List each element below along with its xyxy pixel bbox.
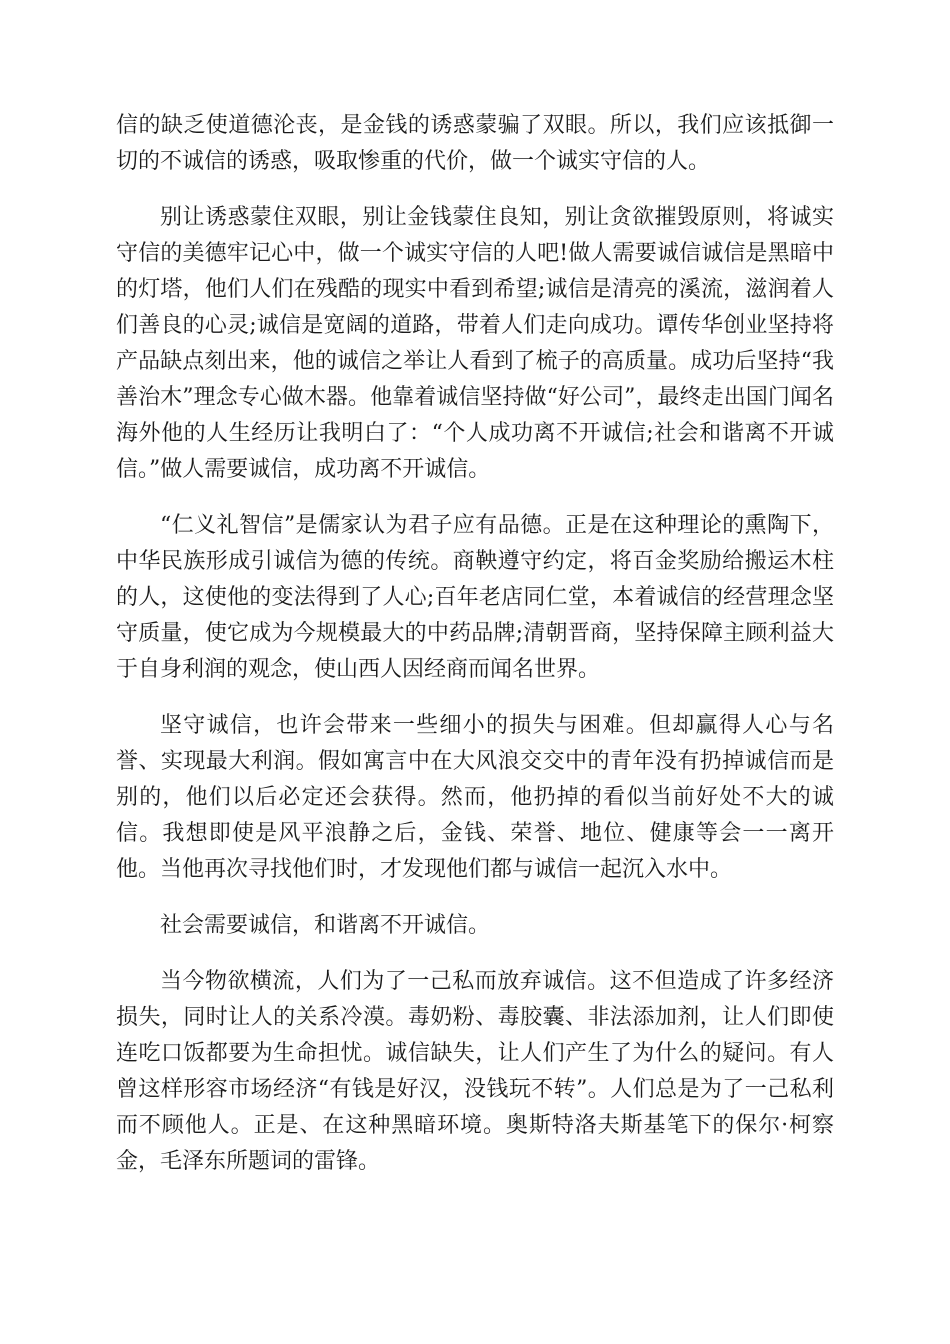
paragraph: “仁义礼智信”是儒家认为君子应有品德。正是在这种理论的熏陶下，中华民族形成引诚信为德的传统。商鞅遵守约定，将百金奖励给搬运木柱的人，这使他的变法得到了人心;百年老店同仁堂，本着诚信的经营理念坚守质量，使它成为今规模最大的中药品牌;清朝晋商，坚持保障主顾利益大于自身利润的观念，使山西人因经商而闻名世界。 [116,513,834,682]
paragraph: 坚守诚信，也许会带来一些细小的损失与困难。但却赢得人心与名誉、实现最大利润。假如寓言中在大风浪交交中的青年没有扔掉诚信而是别的，他们以后必定还会获得。然而，他扔掉的看似当前好处不大的诚信。我想即使是风平浪静之后，金钱、荣誉、地位、健康等会一一离开他。当他再次寻找他们时，才发现他们都与诚信一起沉入水中。 [116,713,834,882]
document-body [116,108,834,1200]
paragraph: 社会需要诚信，和谐离不开诚信。 [160,913,491,938]
paragraph-continuation: 信的缺乏使道德沦丧，是金钱的诱惑蒙骗了双眼。所以，我们应该抵御一切的不诚信的诱惑，吸取惨重的代价，做一个诚实守信的人。 [116,113,834,174]
paragraph: 别让诱惑蒙住双眼，别让金钱蒙住良知，别让贪欲摧毁原则，将诚实守信的美德牢记心中，做一个诚实守信的人吧!做人需要诚信诚信是黑暗中的灯塔，他们人们在残酷的现实中看到希望;诚信是清亮的溪流，滋润着人们善良的心灵;诚信是宽阔的道路，带着人们走向成功。谭传华创业坚持将产品缺点刻出来，他的诚信之举让人看到了梳子的高质量。成功后坚持“我善治木”理念专心做木器。他靠着诚信坚持做“好公司”，最终走出国门闻名海外他的人生经历让我明白了：“个人成功离不开诚信;社会和谐离不开诚信。”做人需要诚信，成功离不开诚信。 [116,205,834,482]
paragraph: 当今物欲横流，人们为了一己私而放弃诚信。这不但造成了许多经济损失，同时让人的关系冷漠。毒奶粉、毒胶囊、非法添加剂，让人们即使连吃口饭都要为生命担忧。诚信缺失，让人们产生了为什么的疑问。有人曾这样形容市场经济“有钱是好汉，没钱玩不转”。人们总是为了一己私利而不顾他人。正是、在这种黑暗环境。奥斯特洛夫斯基笔下的保尔·柯察金，毛泽东所题词的雷锋。 [116,969,834,1174]
